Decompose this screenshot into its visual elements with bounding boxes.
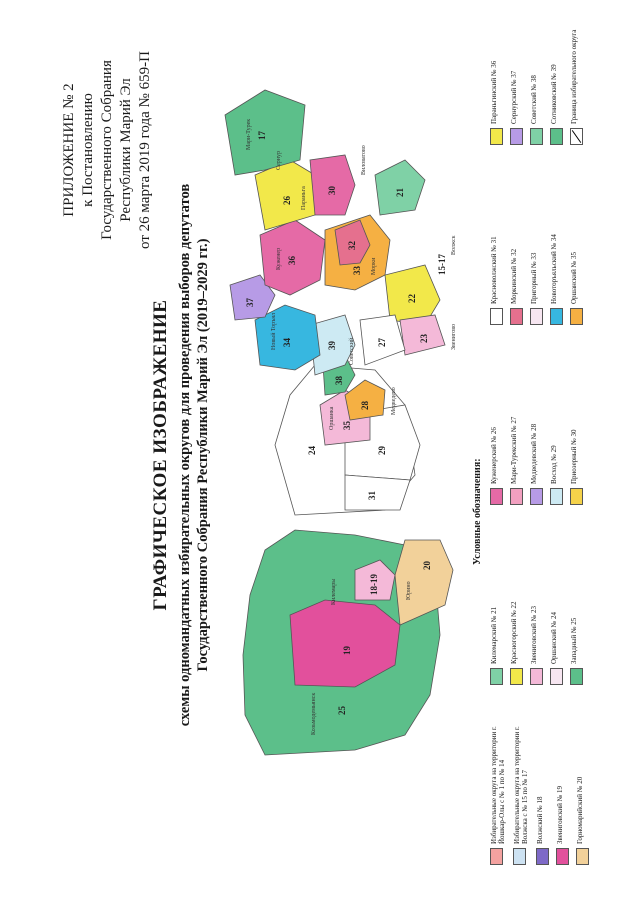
legend-label: Восход № 29 bbox=[550, 445, 558, 484]
label-district-15-17: 15-17 bbox=[437, 254, 447, 275]
legend-item bbox=[490, 0, 503, 145]
legend-swatch bbox=[576, 848, 589, 865]
map-svg bbox=[205, 75, 465, 775]
legend-item bbox=[570, 525, 583, 685]
legend-label: Советский № 38 bbox=[530, 75, 538, 124]
label-district-20: 20 bbox=[422, 561, 432, 570]
legend-swatch bbox=[530, 488, 543, 505]
label-district-39: 39 bbox=[327, 341, 337, 350]
legend-label: Оршанский № 35 bbox=[570, 252, 578, 304]
page-title: ГРАФИЧЕСКОЕ ИЗОБРАЖЕНИЕ bbox=[150, 299, 171, 611]
label-district-33: 33 bbox=[352, 266, 362, 275]
town-orshanka: Оршанка bbox=[329, 406, 335, 430]
town-kozmodemyansk: Козьмодемьянск bbox=[311, 692, 317, 735]
legend-swatch bbox=[510, 128, 523, 145]
legend-item bbox=[530, 525, 543, 685]
legend-label: Красноволжский № 31 bbox=[490, 236, 498, 304]
legend-swatch bbox=[570, 668, 583, 685]
label-district-22: 22 bbox=[407, 294, 417, 303]
legend-swatch bbox=[570, 488, 583, 505]
legend-label: Избирательные округа на территории г. Волжска с № 15 по № 17 bbox=[513, 726, 529, 844]
legend-item bbox=[556, 705, 569, 865]
legend-swatch bbox=[513, 848, 526, 865]
legend-label: Избирательные округа на территории г. Йошкар-Олы с № 1 по № 14 bbox=[490, 726, 506, 844]
town-medvedevo: Медведево bbox=[391, 387, 397, 415]
legend-label: Оршанский № 24 bbox=[550, 612, 558, 664]
legend-swatch bbox=[490, 848, 503, 865]
legend-label: Приозерный № 30 bbox=[570, 429, 578, 484]
legend-item bbox=[550, 0, 563, 145]
legend-item bbox=[510, 345, 523, 505]
legend-item bbox=[490, 525, 503, 685]
label-district-31: 31 bbox=[367, 491, 377, 500]
appendix-header bbox=[60, 15, 155, 285]
label-district-24: 24 bbox=[307, 446, 317, 455]
town-yurino: Юрино bbox=[406, 581, 412, 600]
legend-item bbox=[490, 705, 506, 865]
label-district-37: 37 bbox=[245, 298, 255, 307]
district-map bbox=[205, 75, 465, 775]
legend-label: Сернурский № 37 bbox=[510, 70, 518, 124]
town-zvenigovo: Звенигово bbox=[451, 324, 457, 350]
page-subtitle-line2: Государственного Собрания Республики Марий Эл (2019–2029 гг.) bbox=[195, 238, 211, 672]
label-district-29: 29 bbox=[377, 446, 387, 455]
legend-label: Параньгинский № 36 bbox=[490, 60, 498, 124]
legend-item bbox=[536, 705, 549, 865]
legend-label: Граница избирательного округа bbox=[570, 29, 578, 124]
appendix-line: к Постановлению bbox=[80, 93, 96, 207]
label-district-26: 26 bbox=[282, 196, 292, 205]
legend-swatch bbox=[490, 668, 503, 685]
town-kilemary: Килемары bbox=[331, 578, 337, 605]
label-district-35: 35 bbox=[342, 421, 352, 430]
legend-swatch bbox=[530, 668, 543, 685]
legend-column-5 bbox=[490, 0, 590, 145]
legend-label: Звениговский № 23 bbox=[530, 605, 538, 664]
legend-label: Сотниковский № 39 bbox=[550, 64, 558, 124]
legend-item bbox=[490, 165, 503, 325]
legend-column-4 bbox=[490, 165, 590, 325]
town-novy-toryal: Новый Торъял bbox=[271, 313, 277, 350]
label-district-28: 28 bbox=[360, 401, 370, 410]
town-sovetsky: Советский bbox=[349, 337, 355, 365]
label-district-17: 17 bbox=[257, 131, 267, 140]
appendix-line: Государственного Собрания bbox=[99, 60, 115, 240]
legend-label: Куженерский № 26 bbox=[490, 427, 498, 484]
legend-swatch bbox=[530, 308, 543, 325]
legend-item bbox=[510, 165, 523, 325]
town-sernur: Сернур bbox=[276, 151, 282, 170]
legend-column-3 bbox=[490, 345, 590, 505]
legend-item bbox=[510, 0, 523, 145]
legend-swatch bbox=[550, 668, 563, 685]
legend-swatch bbox=[490, 308, 503, 325]
legend-item bbox=[510, 525, 523, 685]
appendix-line: Республики Марий Эл bbox=[118, 78, 134, 222]
legend-item bbox=[550, 345, 563, 505]
appendix-line: от 26 марта 2019 года № 659-П bbox=[137, 51, 153, 249]
page-subtitle-line1: схемы одномандатных избирательных округов для проведения выборов депутатов bbox=[177, 183, 193, 727]
label-district-34: 34 bbox=[282, 338, 292, 347]
label-district-30: 30 bbox=[327, 186, 337, 195]
town-mari-turek: Мари-Турек bbox=[246, 118, 252, 150]
legend-item bbox=[570, 345, 583, 505]
label-district-18-19: 18-19 bbox=[369, 574, 379, 595]
legend-label: Красногорский № 22 bbox=[510, 601, 518, 664]
legend-swatch bbox=[556, 848, 569, 865]
legend-item bbox=[490, 345, 503, 505]
label-district-27: 27 bbox=[377, 338, 387, 347]
legend-item bbox=[570, 0, 583, 145]
title-block bbox=[150, 45, 212, 865]
town-vilovatovo: Виловатово bbox=[361, 145, 367, 175]
legend-heading: Условные обозначения: bbox=[472, 458, 483, 565]
legend-swatch bbox=[490, 128, 503, 145]
label-district-38: 38 bbox=[334, 376, 344, 385]
legend-item bbox=[530, 0, 543, 145]
legend-swatch bbox=[550, 308, 563, 325]
legend-label: Горномарийский № 20 bbox=[576, 776, 584, 844]
legend-swatch bbox=[510, 668, 523, 685]
label-district-19: 19 bbox=[342, 646, 352, 655]
legend-item bbox=[530, 345, 543, 505]
label-district-36: 36 bbox=[287, 256, 297, 265]
legend-label: Западный № 25 bbox=[570, 617, 578, 664]
legend-label: Пригорный № 33 bbox=[530, 252, 538, 304]
legend bbox=[490, 25, 610, 865]
town-morki: Морки bbox=[371, 257, 377, 275]
legend-swatch bbox=[530, 128, 543, 145]
legend-swatch bbox=[510, 308, 523, 325]
legend-item bbox=[550, 165, 563, 325]
legend-column-2 bbox=[490, 525, 590, 685]
legend-label: Моркинский № 32 bbox=[510, 248, 518, 304]
legend-item bbox=[513, 705, 529, 865]
legend-swatch bbox=[510, 488, 523, 505]
legend-label: Звениговский № 19 bbox=[556, 785, 564, 844]
label-district-23: 23 bbox=[419, 334, 429, 343]
legend-item bbox=[550, 525, 563, 685]
legend-label: Волжский № 18 bbox=[536, 796, 544, 844]
legend-swatch bbox=[536, 848, 549, 865]
legend-column-1 bbox=[490, 705, 596, 865]
district-20-region bbox=[395, 540, 453, 625]
town-kuzhener: Куженер bbox=[276, 247, 282, 270]
label-district-32: 32 bbox=[347, 241, 357, 250]
district-31-region bbox=[345, 475, 410, 510]
label-district-21: 21 bbox=[395, 188, 405, 197]
legend-item bbox=[576, 705, 589, 865]
border-line-icon bbox=[570, 128, 583, 145]
town-paranga: Параньга bbox=[301, 186, 307, 210]
legend-label: Мари-Турекский № 27 bbox=[510, 416, 518, 484]
legend-label: Медведевский № 28 bbox=[530, 423, 538, 484]
legend-item bbox=[530, 165, 543, 325]
town-volzhsk: Волжск bbox=[451, 235, 457, 255]
legend-label: Новоторъяльский № 34 bbox=[550, 234, 558, 304]
legend-label: Килемарский № 21 bbox=[490, 606, 498, 664]
legend-swatch bbox=[570, 308, 583, 325]
legend-swatch bbox=[490, 488, 503, 505]
legend-swatch bbox=[550, 128, 563, 145]
legend-swatch bbox=[550, 488, 563, 505]
district-30-region bbox=[310, 155, 355, 215]
appendix-line: ПРИЛОЖЕНИЕ № 2 bbox=[61, 83, 77, 217]
legend-item bbox=[570, 165, 583, 325]
label-district-25: 25 bbox=[337, 706, 347, 715]
